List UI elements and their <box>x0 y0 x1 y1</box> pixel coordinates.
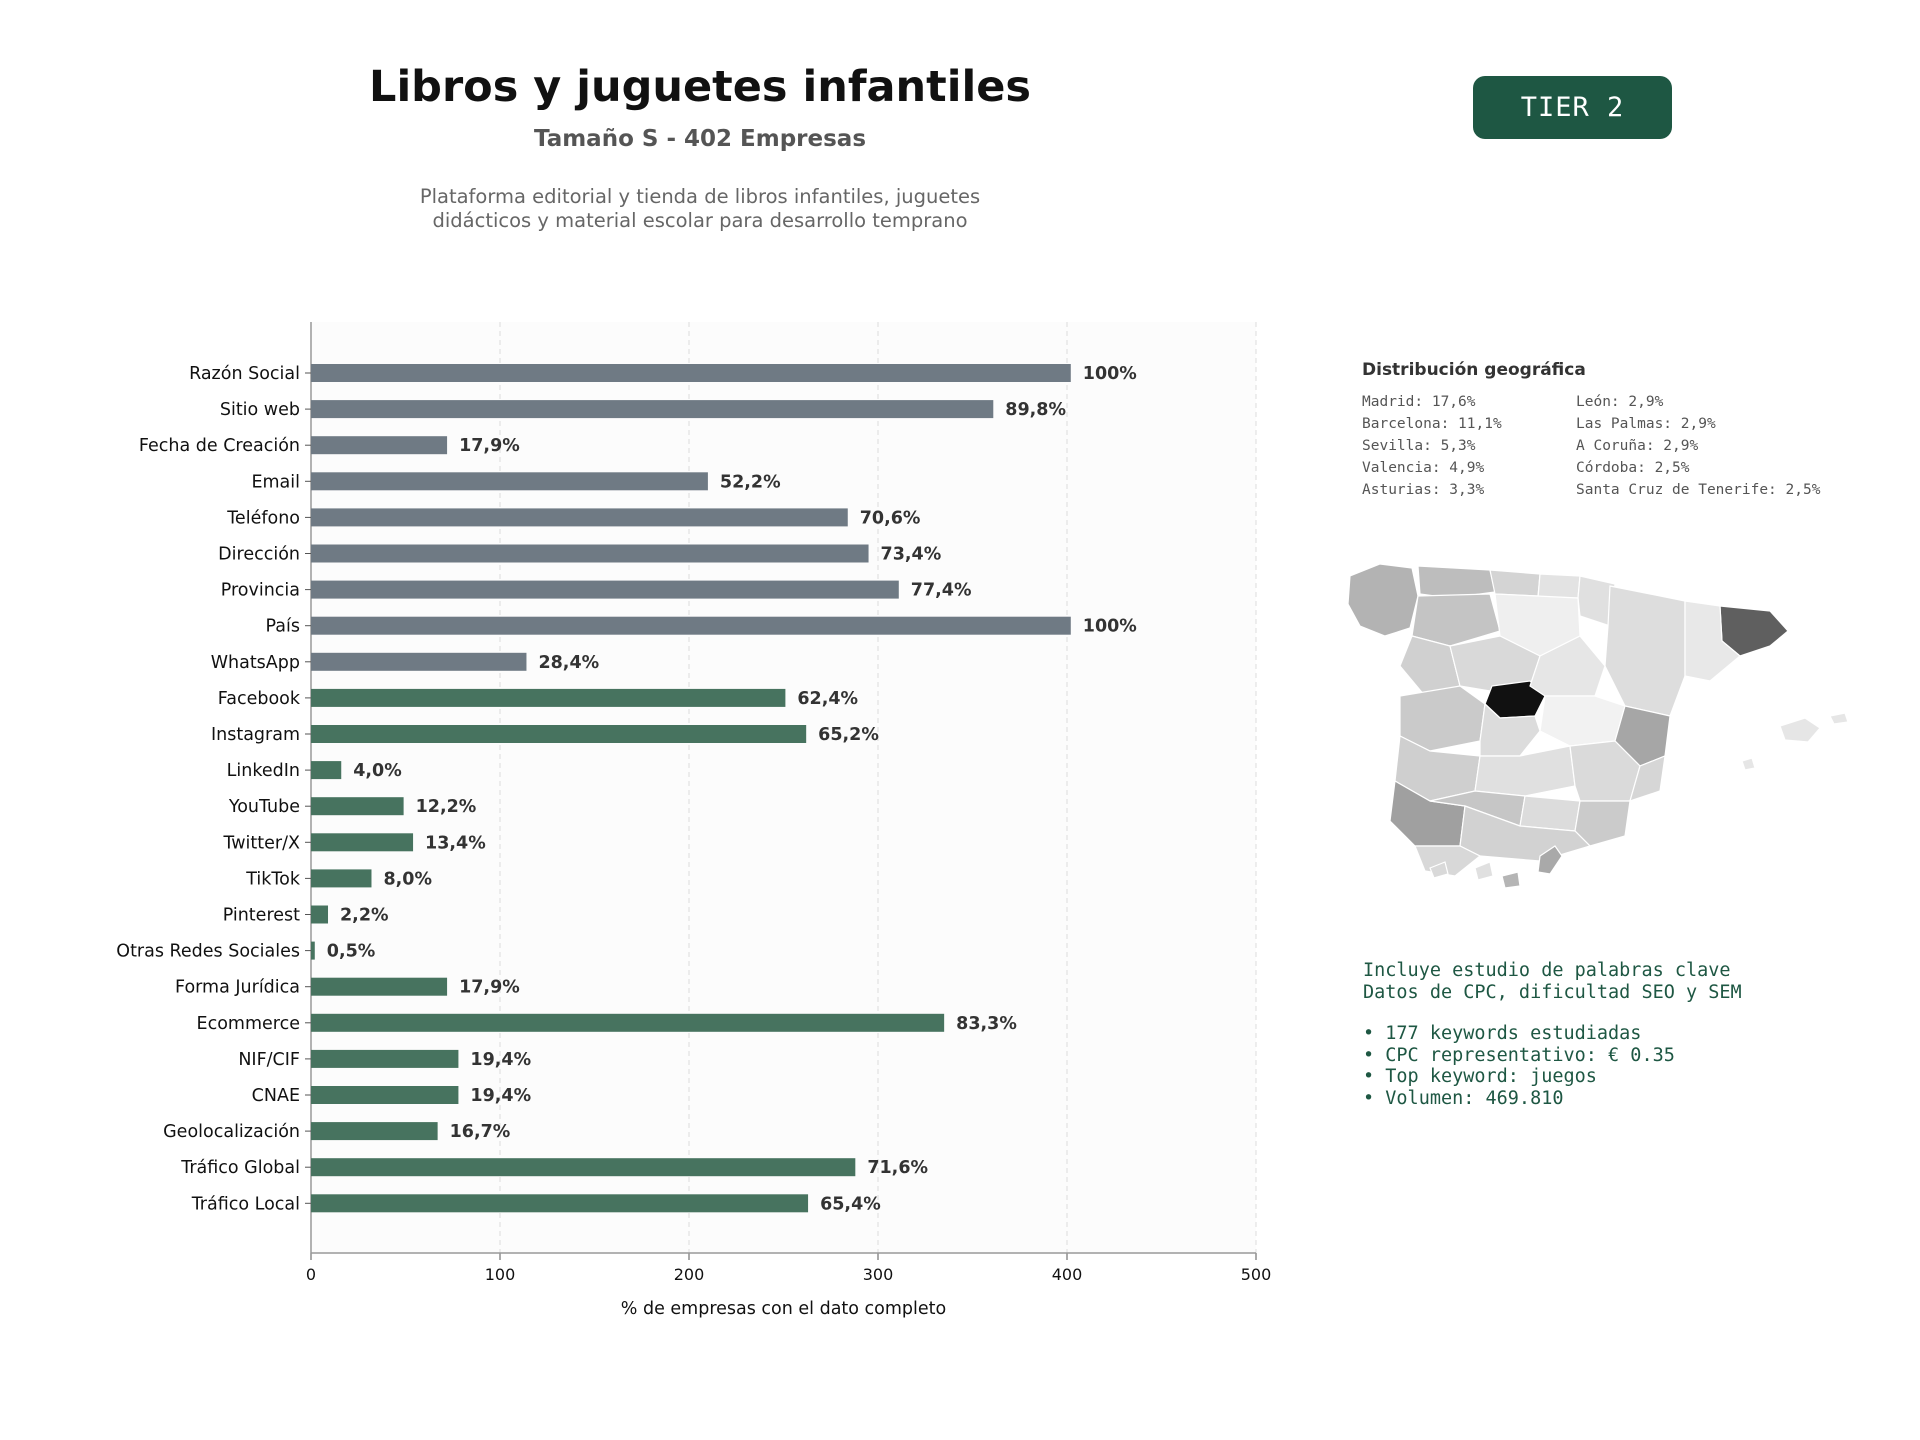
x-tick-label: 300 <box>862 1265 894 1284</box>
x-tick-label: 500 <box>1240 1265 1272 1284</box>
category-label: Email <box>251 472 300 493</box>
plot-area <box>311 322 1256 1253</box>
bar <box>311 1194 808 1212</box>
category-label: Sitio web <box>219 400 300 421</box>
category-label: Facebook <box>217 688 300 709</box>
category-label: País <box>265 616 300 637</box>
category-label: Fecha de Creación <box>138 436 300 457</box>
data-label: 12,2% <box>415 797 477 818</box>
category-label: Teléfono <box>227 508 300 529</box>
bar <box>311 1122 438 1140</box>
category-label: Provincia <box>220 580 300 601</box>
bar <box>311 1086 458 1104</box>
map-region-cantabria <box>1490 570 1540 596</box>
category-label: Geolocalización <box>163 1122 300 1143</box>
data-label: 65,2% <box>818 725 879 745</box>
bar <box>311 400 993 418</box>
x-axis-label: % de empresas con el dato completo <box>620 1299 947 1319</box>
data-label: 17,9% <box>459 977 520 998</box>
map-region-cuenca <box>1540 696 1625 746</box>
category-label: Tráfico Local <box>191 1194 300 1215</box>
data-label: 16,7% <box>449 1122 511 1143</box>
geo-item: Valencia: 4,9% <box>1362 460 1485 476</box>
data-label: 77,4% <box>910 580 972 601</box>
map-region-jaen <box>1520 796 1580 831</box>
category-label: WhatsApp <box>210 652 300 673</box>
bar <box>311 689 785 707</box>
bar <box>311 472 708 490</box>
bar <box>311 364 1071 382</box>
bar <box>311 761 341 779</box>
category-label: Tráfico Global <box>181 1158 300 1179</box>
geo-item: Madrid: 17,6% <box>1362 394 1476 410</box>
keyword-bullet: • CPC representativo: € 0.35 <box>1363 1044 1675 1066</box>
keyword-bullet: • 177 keywords estudiadas <box>1363 1023 1642 1044</box>
data-label: 8,0% <box>383 869 433 890</box>
data-label: 62,4% <box>797 688 859 709</box>
keywords-line-2: Datos de CPC, dificultad SEO y SEM <box>1363 981 1742 1003</box>
x-tick-label: 0 <box>305 1265 317 1284</box>
bar <box>311 869 371 887</box>
map-region-asturias <box>1418 566 1495 598</box>
keyword-bullet: • Top keyword: juegos <box>1363 1066 1597 1087</box>
category-label: Razón Social <box>189 364 300 384</box>
geo-item: Barcelona: 11,1% <box>1362 416 1502 432</box>
data-label: 100% <box>1082 364 1137 384</box>
category-label: Twitter/X <box>223 833 300 854</box>
page-subtitle: Tamaño S - 402 Empresas <box>533 126 867 152</box>
category-label: NIF/CIF <box>238 1049 300 1070</box>
x-tick-label: 100 <box>484 1265 516 1284</box>
data-label: 4,0% <box>353 761 402 782</box>
data-label: 0,5% <box>326 941 376 962</box>
map-region-galicia <box>1348 564 1418 636</box>
description-line-2: didácticos y material escolar para desarrollo temprano <box>432 209 968 232</box>
map-region-ibiza <box>1742 758 1755 770</box>
data-label: 71,6% <box>867 1158 929 1179</box>
bar <box>311 942 315 960</box>
tier-badge: TIER 2 <box>1473 76 1672 139</box>
geo-item: León: 2,9% <box>1576 394 1664 410</box>
category-label: Ecommerce <box>196 1013 300 1034</box>
bar <box>311 978 447 996</box>
category-label: CNAE <box>251 1086 300 1106</box>
geo-item: Las Palmas: 2,9% <box>1576 416 1716 432</box>
data-label: 17,9% <box>459 436 520 457</box>
map-region-canarias-gc <box>1502 872 1520 888</box>
geo-item: A Coruña: 2,9% <box>1576 438 1699 454</box>
keywords-line-1: Incluye estudio de palabras clave <box>1363 960 1731 981</box>
data-label: 28,4% <box>538 652 600 673</box>
bar <box>311 906 328 924</box>
category-label: Instagram <box>210 725 300 745</box>
data-label: 13,4% <box>425 833 486 854</box>
keywords-box <box>1363 960 1742 1109</box>
geo-item: Asturias: 3,3% <box>1362 482 1485 498</box>
bar <box>311 545 869 563</box>
page-title: Libros y juguetes infantiles <box>369 62 1031 112</box>
map-region-caceres <box>1400 686 1485 751</box>
data-label: 89,8% <box>1005 400 1067 421</box>
bar <box>311 1158 855 1176</box>
bar <box>311 581 899 599</box>
bar <box>311 508 848 526</box>
x-tick-label: 400 <box>1051 1265 1083 1284</box>
data-label: 100% <box>1082 616 1137 637</box>
data-label: 19,4% <box>470 1049 532 1070</box>
map-region-baleares <box>1780 718 1820 742</box>
bar <box>311 436 447 454</box>
bar <box>311 617 1071 635</box>
map-region-aragon <box>1605 586 1685 716</box>
category-label: Forma Jurídica <box>175 977 300 998</box>
map-region-basque <box>1538 574 1580 598</box>
bar <box>311 725 806 743</box>
geo-item: Santa Cruz de Tenerife: 2,5% <box>1576 482 1821 498</box>
keyword-bullet: • Volumen: 469.810 <box>1363 1087 1564 1109</box>
data-label: 70,6% <box>859 508 921 529</box>
spain-map <box>1340 556 1860 910</box>
category-label: Dirección <box>218 544 300 565</box>
geo-distribution <box>1362 360 1882 498</box>
geo-title: Distribución geográfica <box>1362 360 1586 380</box>
data-label: 52,2% <box>719 472 781 493</box>
description-line-1: Plataforma editorial y tienda de libros infantiles, juguetes <box>419 185 981 208</box>
data-label: 2,2% <box>340 905 389 926</box>
category-label: LinkedIn <box>226 761 300 782</box>
bar <box>311 797 404 815</box>
data-label: 83,3% <box>956 1013 1017 1034</box>
category-label: TikTok <box>246 869 300 890</box>
data-label: 73,4% <box>880 544 942 565</box>
geo-list <box>1362 394 1882 498</box>
bar <box>311 653 526 671</box>
map-region-canarias-tf <box>1475 862 1493 880</box>
bar <box>311 1050 458 1068</box>
data-label: 19,4% <box>470 1086 532 1106</box>
category-label: Otras Redes Sociales <box>116 941 300 962</box>
bar <box>311 1014 944 1032</box>
bar <box>311 833 413 851</box>
geo-item: Sevilla: 5,3% <box>1362 438 1476 454</box>
category-label: Pinterest <box>222 905 300 926</box>
x-tick-label: 200 <box>673 1265 705 1284</box>
map-region-menorca <box>1830 713 1848 724</box>
data-label: 65,4% <box>820 1194 881 1215</box>
category-label: YouTube <box>228 797 300 818</box>
geo-item: Córdoba: 2,5% <box>1576 460 1690 476</box>
